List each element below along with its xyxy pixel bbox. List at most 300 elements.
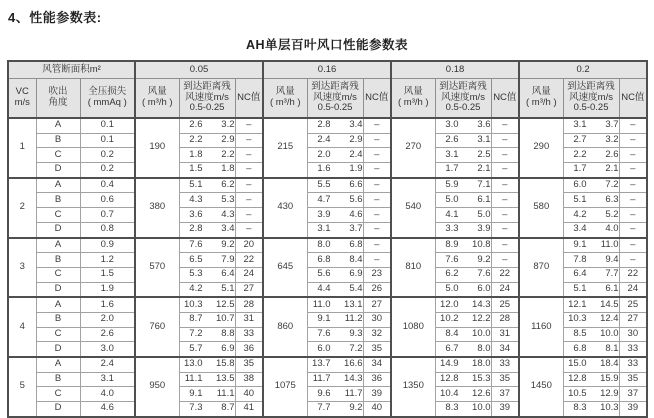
reach-value-025: 11.2 — [344, 313, 363, 325]
nc-cell: – — [363, 208, 391, 223]
reach-pair-cell — [179, 327, 235, 342]
reach-value-025: 12.2 — [472, 313, 491, 325]
reach-pair-cell — [563, 327, 619, 342]
reach-value-05: 2.8 — [317, 119, 331, 131]
reach-pair — [180, 255, 235, 266]
vc-cell: 2 — [8, 178, 36, 238]
reach-value-05: 10.2 — [440, 313, 459, 325]
reach-value-025: 3.2 — [221, 119, 235, 131]
angle-cell: C — [36, 267, 80, 282]
reach-pair-cell — [179, 148, 235, 163]
reach-value-025: 2.5 — [477, 148, 491, 160]
reach-value-025: 9.2 — [221, 238, 235, 250]
reach-value-025: 3.7 — [605, 119, 619, 131]
reach-value-025: 11.1 — [216, 387, 235, 399]
loss-cell: 1.2 — [80, 253, 135, 268]
nc-cell: – — [619, 133, 647, 148]
header-blow-angle — [36, 79, 80, 119]
reach-pair — [564, 314, 619, 325]
reach-pair-cell — [307, 178, 363, 193]
reach-value-05: 1.8 — [189, 148, 203, 160]
flow-cell: 430 — [263, 178, 307, 238]
header-air-volume-1-line: ( m³/h ) — [269, 97, 301, 108]
header-area-value-2: 0.18 — [391, 61, 519, 79]
reach-value-025: 2.1 — [477, 163, 491, 175]
reach-pair — [180, 389, 235, 400]
reach-value-05: 7.6 — [189, 238, 203, 250]
reach-pair — [308, 403, 363, 414]
header-area-value-0: 0.05 — [135, 61, 263, 79]
flow-cell: 270 — [391, 118, 435, 178]
flow-cell: 215 — [263, 118, 307, 178]
reach-value-05: 4.2 — [573, 208, 587, 220]
reach-value-025: 6.2 — [221, 179, 235, 191]
reach-value-025: 12.4 — [600, 313, 619, 325]
reach-value-05: 2.0 — [317, 148, 331, 160]
reach-pair-cell — [435, 312, 491, 327]
angle-cell: A — [36, 118, 80, 133]
reach-value-05: 9.1 — [573, 238, 587, 250]
nc-cell: – — [363, 118, 391, 133]
table-row — [8, 238, 647, 253]
header-duct-area: 风管断面积m² — [8, 61, 135, 79]
reach-value-05: 4.3 — [189, 193, 203, 205]
reach-pair — [564, 344, 619, 355]
nc-cell: – — [619, 208, 647, 223]
reach-value-025: 2.1 — [605, 163, 619, 175]
nc-cell: – — [363, 163, 391, 178]
header-air-volume-0 — [135, 79, 179, 119]
loss-cell: 0.2 — [80, 163, 135, 178]
reach-pair — [308, 359, 363, 370]
reach-pair-cell — [307, 163, 363, 178]
reach-pair — [436, 374, 491, 385]
reach-value-025: 4.0 — [605, 223, 619, 235]
table-row — [8, 297, 647, 312]
reach-value-05: 1.6 — [317, 163, 331, 175]
reach-value-05: 5.7 — [189, 342, 203, 354]
loss-cell: 1.6 — [80, 297, 135, 312]
reach-value-05: 6.7 — [445, 342, 459, 354]
nc-cell: – — [491, 148, 519, 163]
nc-cell: – — [619, 253, 647, 268]
header-reach-distance-2-line: 到达距离残 — [439, 80, 487, 92]
reach-value-05: 1.7 — [445, 163, 459, 175]
reach-value-025: 6.1 — [477, 193, 491, 205]
reach-pair — [564, 210, 619, 221]
header-nc-2 — [491, 79, 519, 119]
nc-cell: – — [491, 208, 519, 223]
nc-cell: 31 — [235, 312, 263, 327]
nc-cell: 22 — [235, 253, 263, 268]
nc-cell: 30 — [363, 312, 391, 327]
angle-cell: D — [36, 163, 80, 178]
nc-cell: – — [235, 118, 263, 133]
nc-cell: 39 — [363, 387, 391, 402]
nc-cell: – — [363, 178, 391, 193]
reach-value-05: 1.7 — [573, 163, 587, 175]
nc-cell: 27 — [363, 297, 391, 312]
loss-cell: 1.5 — [80, 267, 135, 282]
reach-pair-cell — [179, 133, 235, 148]
flow-cell: 190 — [135, 118, 179, 178]
angle-cell: D — [36, 402, 80, 417]
reach-pair-cell — [563, 297, 619, 312]
flow-cell: 1080 — [391, 297, 435, 357]
reach-value-05: 4.1 — [445, 208, 459, 220]
table-body — [8, 118, 647, 417]
reach-pair — [436, 240, 491, 251]
reach-value-05: 10.4 — [440, 387, 459, 399]
reach-value-05: 9.1 — [317, 313, 331, 325]
reach-pair-cell — [179, 312, 235, 327]
reach-value-05: 7.7 — [317, 402, 331, 414]
reach-value-025: 2.9 — [221, 134, 235, 146]
reach-value-05: 7.8 — [573, 253, 587, 265]
reach-value-025: 6.4 — [221, 268, 235, 280]
angle-cell: A — [36, 357, 80, 372]
reach-pair-cell — [435, 222, 491, 237]
nc-cell: 28 — [491, 312, 519, 327]
reach-value-025: 12.6 — [472, 387, 491, 399]
loss-cell: 4.0 — [80, 387, 135, 402]
reach-value-025: 10.0 — [472, 402, 491, 414]
reach-value-025: 11.7 — [344, 387, 363, 399]
reach-pair-cell — [307, 387, 363, 402]
reach-pair — [308, 284, 363, 295]
reach-value-025: 6.9 — [349, 268, 363, 280]
reach-pair — [308, 344, 363, 355]
reach-value-05: 3.1 — [317, 223, 331, 235]
reach-pair-cell — [307, 297, 363, 312]
reach-value-05: 2.6 — [189, 119, 203, 131]
loss-cell: 2.4 — [80, 357, 135, 372]
header-reach-distance-0 — [179, 79, 235, 119]
header-air-volume-0-line: ( m³/h ) — [141, 97, 173, 108]
nc-cell: 35 — [491, 372, 519, 387]
reach-pair-cell — [179, 253, 235, 268]
reach-value-05: 3.4 — [573, 223, 587, 235]
reach-pair — [180, 150, 235, 161]
reach-value-025: 8.7 — [221, 402, 235, 414]
reach-value-025: 2.9 — [349, 134, 363, 146]
nc-cell: – — [619, 238, 647, 253]
reach-pair-cell — [563, 222, 619, 237]
angle-cell: B — [36, 253, 80, 268]
nc-cell: 22 — [619, 267, 647, 282]
reach-value-025: 5.4 — [349, 282, 363, 294]
reach-value-05: 12.0 — [440, 298, 459, 310]
reach-value-025: 8.1 — [605, 342, 619, 354]
header-reach-distance-3-line: 风速度m/s — [569, 91, 613, 103]
reach-pair-cell — [307, 238, 363, 253]
reach-pair — [564, 150, 619, 161]
reach-pair-cell — [563, 282, 619, 297]
reach-value-05: 8.3 — [445, 402, 459, 414]
header-reach-distance-3-line: 0.5-0.25 — [573, 102, 609, 114]
reach-value-025: 10.7 — [216, 313, 235, 325]
reach-value-025: 15.3 — [472, 373, 491, 385]
nc-cell: – — [491, 163, 519, 178]
loss-cell: 1.9 — [80, 282, 135, 297]
reach-value-05: 5.1 — [573, 193, 587, 205]
vc-cell: 3 — [8, 238, 36, 298]
nc-cell: 26 — [363, 282, 391, 297]
reach-value-025: 1.8 — [221, 163, 235, 175]
reach-pair-cell — [563, 178, 619, 193]
reach-pair — [564, 180, 619, 191]
reach-pair-cell — [307, 312, 363, 327]
reach-pair — [564, 389, 619, 400]
flow-cell: 950 — [135, 357, 179, 417]
reach-value-025: 12.5 — [216, 298, 235, 310]
reach-pair-cell — [179, 387, 235, 402]
reach-pair — [180, 269, 235, 280]
header-air-volume-1-line: 风量 — [275, 86, 295, 98]
loss-cell: 4.6 — [80, 402, 135, 417]
reach-value-05: 4.4 — [317, 282, 331, 294]
nc-cell: 22 — [491, 267, 519, 282]
reach-pair-cell — [563, 357, 619, 372]
nc-cell: – — [491, 118, 519, 133]
reach-value-05: 6.4 — [573, 268, 587, 280]
reach-pair-cell — [179, 357, 235, 372]
loss-cell: 0.2 — [80, 148, 135, 163]
reach-value-05: 4.2 — [189, 282, 203, 294]
header-air-volume-1 — [263, 79, 307, 119]
reach-pair-cell — [179, 208, 235, 223]
reach-value-05: 10.3 — [184, 298, 203, 310]
nc-cell: 27 — [235, 282, 263, 297]
reach-pair — [564, 224, 619, 235]
reach-pair — [308, 164, 363, 175]
flow-cell: 1075 — [263, 357, 307, 417]
reach-value-025: 6.3 — [605, 193, 619, 205]
reach-pair — [180, 403, 235, 414]
header-nc-0 — [235, 79, 263, 119]
header-nc-3-line: NC值 — [621, 91, 645, 103]
reach-pair — [308, 180, 363, 191]
reach-value-025: 10.0 — [472, 328, 491, 339]
reach-value-05: 10.3 — [568, 313, 587, 325]
nc-cell: 24 — [619, 282, 647, 297]
flow-cell: 290 — [519, 118, 563, 178]
reach-pair — [180, 120, 235, 131]
reach-pair — [308, 135, 363, 146]
reach-pair — [180, 180, 235, 191]
reach-value-025: 14.5 — [600, 298, 619, 310]
flow-cell: 1450 — [519, 357, 563, 417]
nc-cell: – — [491, 222, 519, 237]
nc-cell: – — [619, 178, 647, 193]
angle-cell: B — [36, 133, 80, 148]
reach-pair-cell — [179, 178, 235, 193]
reach-value-05: 11.1 — [184, 373, 203, 385]
angle-cell: C — [36, 327, 80, 342]
reach-pair-cell — [179, 372, 235, 387]
reach-value-05: 3.1 — [573, 119, 587, 131]
reach-value-025: 6.1 — [605, 282, 619, 294]
reach-pair-cell — [179, 342, 235, 357]
reach-value-05: 2.6 — [445, 134, 459, 146]
reach-value-025: 5.2 — [605, 208, 619, 220]
reach-pair-cell — [563, 163, 619, 178]
nc-cell: 40 — [363, 402, 391, 417]
nc-cell: 40 — [235, 387, 263, 402]
header-vc-line: VC — [15, 86, 29, 98]
angle-cell: C — [36, 208, 80, 223]
reach-value-025: 16.6 — [344, 358, 363, 370]
reach-value-025: 2.4 — [349, 148, 363, 160]
reach-value-025: 10.3 — [600, 402, 619, 414]
reach-value-025: 3.9 — [477, 223, 491, 235]
reach-value-05: 6.8 — [573, 342, 587, 354]
nc-cell: 24 — [235, 267, 263, 282]
reach-pair — [564, 300, 619, 311]
angle-cell: D — [36, 222, 80, 237]
reach-value-025: 3.4 — [221, 223, 235, 235]
header-reach-distance-2 — [435, 79, 491, 119]
reach-pair-cell — [307, 118, 363, 133]
nc-cell: – — [235, 133, 263, 148]
reach-pair — [436, 224, 491, 235]
header-reach-distance-1-line: 风速度m/s — [313, 91, 357, 103]
reach-value-025: 14.3 — [344, 373, 363, 385]
reach-pair-cell — [179, 402, 235, 417]
nc-cell: – — [619, 222, 647, 237]
reach-pair — [564, 120, 619, 131]
reach-pair-cell — [435, 133, 491, 148]
reach-pair — [436, 255, 491, 266]
reach-value-025: 10.0 — [600, 328, 619, 339]
nc-cell: 33 — [619, 342, 647, 357]
reach-value-05: 2.4 — [317, 134, 331, 146]
angle-cell: A — [36, 297, 80, 312]
loss-cell: 2.0 — [80, 312, 135, 327]
header-reach-distance-1-line: 0.5-0.25 — [317, 102, 353, 114]
nc-cell: – — [619, 118, 647, 133]
reach-value-05: 3.6 — [189, 208, 203, 220]
reach-value-025: 3.1 — [477, 134, 491, 146]
header-nc-3 — [619, 79, 647, 119]
reach-pair-cell — [563, 342, 619, 357]
reach-value-025: 4.3 — [221, 208, 235, 220]
reach-value-025: 15.8 — [216, 358, 235, 370]
header-nc-0-line: NC值 — [237, 91, 261, 103]
reach-pair-cell — [435, 282, 491, 297]
reach-pair — [436, 150, 491, 161]
vc-cell: 5 — [8, 357, 36, 417]
nc-cell: – — [363, 238, 391, 253]
reach-value-05: 6.0 — [317, 342, 331, 354]
reach-pair — [308, 195, 363, 206]
nc-cell: 28 — [235, 297, 263, 312]
header-reach-distance-1 — [307, 79, 363, 119]
loss-cell: 0.7 — [80, 208, 135, 223]
header-air-volume-2 — [391, 79, 435, 119]
header-nc-1 — [363, 79, 391, 119]
reach-pair — [436, 210, 491, 221]
angle-cell: A — [36, 178, 80, 193]
reach-value-05: 14.9 — [440, 358, 459, 370]
flow-cell: 760 — [135, 297, 179, 357]
nc-cell: 36 — [363, 372, 391, 387]
reach-value-05: 2.2 — [189, 134, 203, 146]
reach-value-025: 12.9 — [600, 387, 619, 399]
reach-pair-cell — [179, 238, 235, 253]
reach-value-025: 9.4 — [605, 253, 619, 265]
nc-cell: 37 — [491, 387, 519, 402]
flow-cell: 860 — [263, 297, 307, 357]
angle-cell: D — [36, 282, 80, 297]
header-reach-distance-0-line: 到达距离残 — [183, 80, 231, 92]
reach-pair-cell — [307, 357, 363, 372]
reach-pair — [308, 389, 363, 400]
reach-value-025: 7.2 — [605, 179, 619, 191]
reach-pair-cell — [307, 208, 363, 223]
reach-pair — [564, 359, 619, 370]
flow-cell: 580 — [519, 178, 563, 238]
reach-value-05: 2.7 — [573, 134, 587, 146]
reach-pair — [436, 180, 491, 191]
header-pressure-loss-line: 全压损失 — [88, 86, 127, 98]
reach-pair-cell — [307, 372, 363, 387]
reach-pair-cell — [563, 238, 619, 253]
nc-cell: – — [363, 222, 391, 237]
reach-value-025: 5.1 — [221, 282, 235, 294]
reach-pair — [180, 164, 235, 175]
reach-pair — [436, 195, 491, 206]
reach-value-05: 11.7 — [312, 373, 331, 385]
reach-pair-cell — [307, 222, 363, 237]
nc-cell: 27 — [619, 312, 647, 327]
reach-pair — [180, 135, 235, 146]
reach-value-025: 9.2 — [477, 253, 491, 265]
reach-value-025: 18.4 — [600, 358, 619, 370]
reach-pair-cell — [435, 297, 491, 312]
nc-cell: 33 — [235, 327, 263, 342]
reach-value-025: 5.3 — [221, 193, 235, 205]
reach-pair — [180, 344, 235, 355]
reach-pair-cell — [563, 312, 619, 327]
reach-pair — [308, 210, 363, 221]
reach-value-025: 8.0 — [477, 342, 491, 354]
reach-value-05: 7.3 — [189, 402, 203, 414]
reach-value-025: 10.8 — [472, 238, 491, 250]
header-air-volume-3 — [519, 79, 563, 119]
loss-cell: 0.4 — [80, 178, 135, 193]
reach-pair — [308, 255, 363, 266]
reach-value-05: 12.8 — [568, 373, 587, 385]
nc-cell: – — [363, 193, 391, 208]
reach-pair-cell — [307, 267, 363, 282]
reach-value-05: 12.1 — [568, 298, 587, 310]
reach-value-05: 7.2 — [189, 328, 203, 339]
reach-pair — [564, 269, 619, 280]
nc-cell: – — [619, 193, 647, 208]
nc-cell: – — [491, 253, 519, 268]
reach-value-05: 5.9 — [445, 179, 459, 191]
reach-pair-cell — [179, 297, 235, 312]
header-pressure-loss — [80, 79, 135, 119]
performance-table — [7, 60, 648, 418]
reach-value-025: 9.2 — [349, 402, 363, 414]
vc-cell: 4 — [8, 297, 36, 357]
reach-pair — [436, 120, 491, 131]
reach-value-05: 7.6 — [445, 253, 459, 265]
reach-value-025: 3.4 — [349, 119, 363, 131]
header-row-columns — [8, 79, 647, 119]
